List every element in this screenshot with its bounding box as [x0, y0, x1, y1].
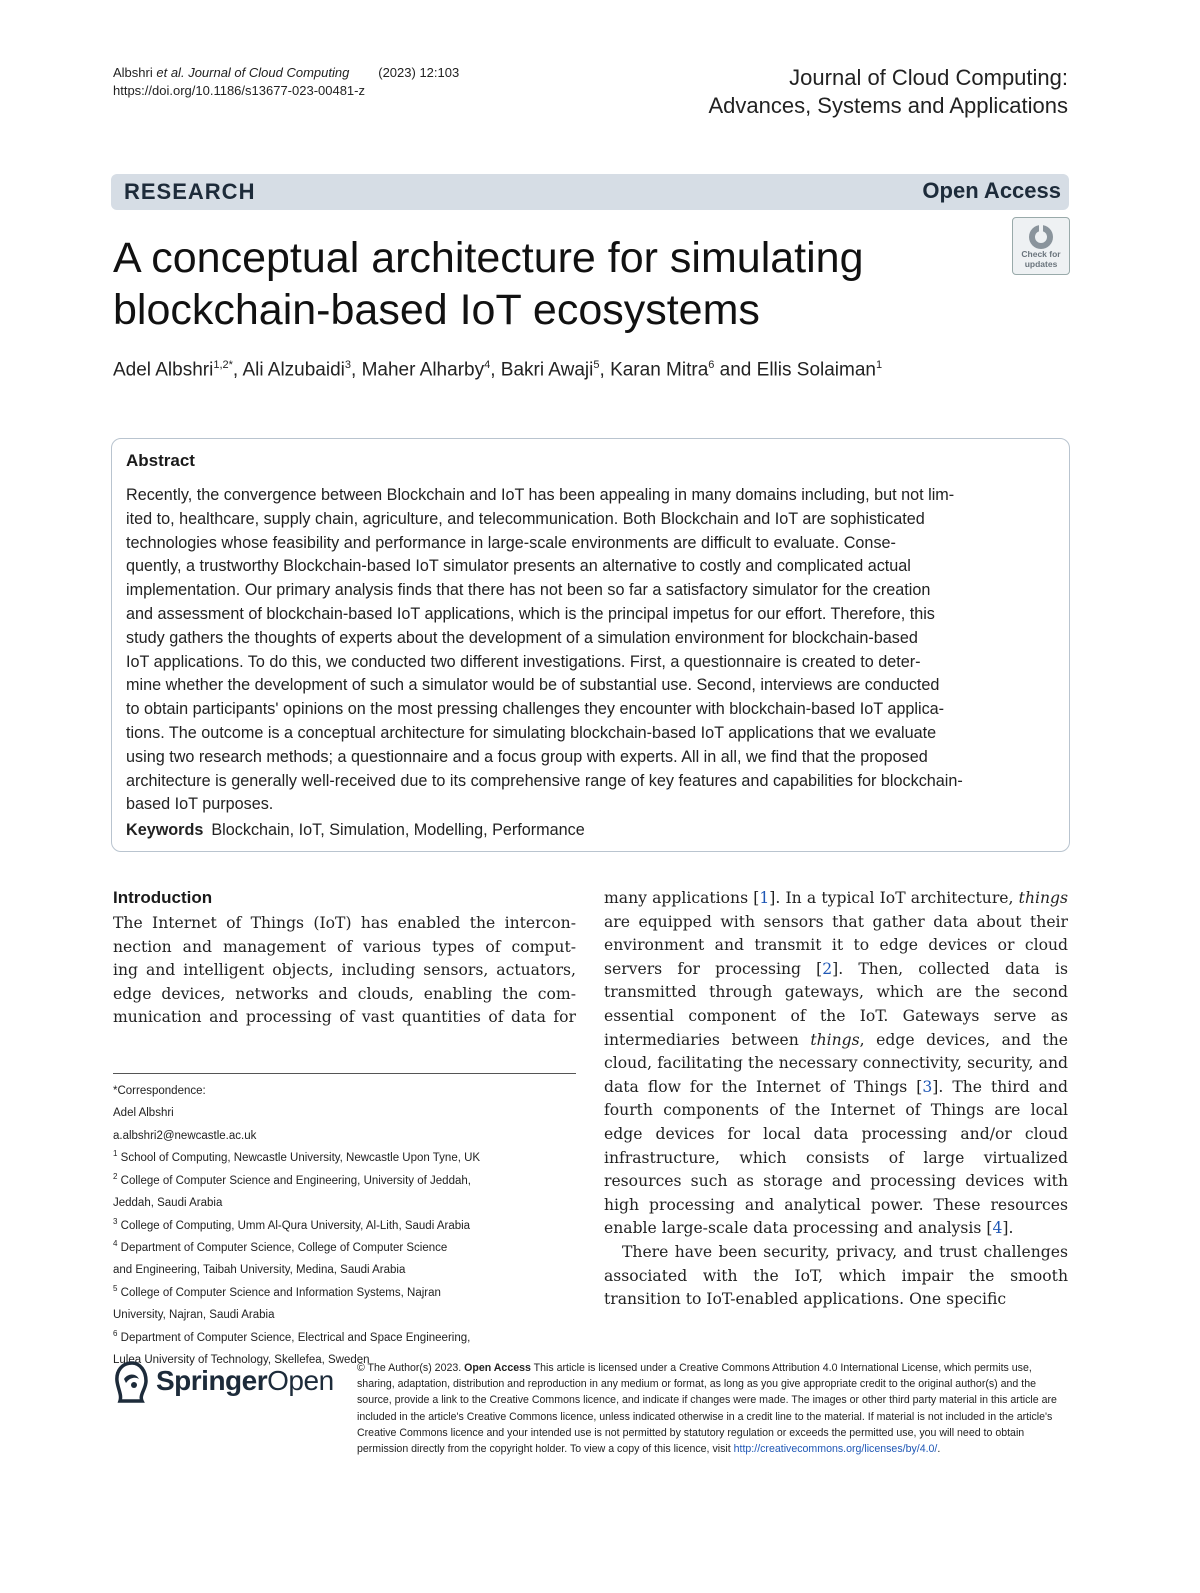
author-affiliation: 6 [708, 359, 715, 371]
license-notice: © The Author(s) 2023. Open Access This article is licensed under a Creative Commons Attribution 4.0 International License, which permits use, sharing, adaptation, distribution and reproduction in any medium or format, as long as you give appropriate credit to the original author(s) and the source, provide a link to the Creative Commons licence, and indicate if changes were made. The images or other third party material in this article are included in the article's Creative Commons licence, unless indicated otherwise in a credit line to the material. If material is not included in the article's Creative Commons licence and your intended use is not permitted by statutory regulation or exceeds the permitted use, you will need to obtain permission directly from the copyright holder. To view a copy of this licence, visit http://creativecommons.org/licenses/by/4.0/. [357, 1362, 1057, 1456]
article-title [113, 232, 973, 336]
introduction-left-column [113, 912, 576, 1030]
abstract-line: tions. The outcome is a conceptual architecture for simulating blockchain-based IoT applications that we evaluate [126, 723, 937, 742]
footnote-line: Jeddah, Saudi Arabia [113, 1196, 223, 1209]
footnote-line: $^3$ College of Computing, Umm Al-Qura University, Al-Lith, Saudi Arabia [113, 1216, 471, 1232]
journal-name-line1: Journal of Cloud Computing: [789, 65, 1068, 90]
author-name: Bakri Awaji [500, 359, 594, 381]
citation-journal: Journal of Cloud Computing [188, 65, 350, 80]
body-line: munication and processing of vast quantities of data for [113, 1008, 576, 1027]
footnote-line: Adel Albshri [113, 1107, 174, 1120]
footnotes [113, 1078, 583, 1369]
springer-horse-icon [112, 1359, 152, 1405]
footnote-line: and Engineering, Taibah University, Medina, Saudi Arabia [113, 1264, 406, 1277]
author-list: Adel Albshri$^{1,2*}$, Ali Alzubaidi$^3$, Maher Alharby$^4$, Bakri Awaji$^5$, Karan Mitra$^6$ and Ellis Solaiman$^1$ [113, 359, 883, 381]
author-affiliation: 1 [875, 359, 883, 371]
author-name: Karan Mitra [610, 359, 709, 381]
abstract-heading: Abstract [126, 451, 195, 470]
abstract-line: quently, a trustworthy Blockchain-based IoT simulator presents an alternative to costly and complicated actual [126, 557, 911, 576]
citation-link[interactable]: 3 [922, 1077, 933, 1096]
license-link[interactable]: http://creativecommons.org/licenses/by/4.0/ [733, 1443, 938, 1456]
abstract-box [111, 438, 1070, 852]
citation-authors: Albshri [113, 65, 153, 80]
publisher-name: Springer [156, 1365, 268, 1396]
title-line2: blockchain-based IoT ecosystems [113, 286, 760, 334]
abstract-line: Recently, the convergence between Blockchain and IoT has been appealing in many domains including, but not lim- [126, 486, 955, 504]
author-name: Maher Alharby [361, 359, 485, 381]
author-affiliation: 3 [344, 359, 352, 371]
check-for-updates-badge[interactable] [1012, 217, 1070, 275]
open-access-label: Open Access [922, 178, 1061, 203]
body-line: nection and management of various types of comput- [113, 937, 576, 956]
title-line1: A conceptual architecture for simulating [113, 234, 864, 282]
footnote-line: $^5$ College of Computer Science and Information Systems, Najran [113, 1283, 441, 1299]
paragraph: There have been security, privacy, and trust challenges associated with the IoT, which impair the smooth transition to IoT-enabled applications. One specific [604, 1242, 1068, 1309]
citation-line [113, 64, 459, 82]
footnote-line: $^2$ College of Computer Science and Engineering, University of Jeddah, [113, 1171, 471, 1187]
abstract-line: study gathers the thoughts of experts about the development of a simulation environment for blockchain-based [126, 628, 918, 647]
abstract-line: and assessment of blockchain-based IoT applications, which is the principal impetus for our effort. Therefore, this [126, 604, 935, 623]
author-name: Adel Albshri [113, 359, 214, 381]
abstract-line: implementation. Our primary analysis finds that there has not been so far a satisfactory simulator for the creation [126, 581, 931, 600]
abstract-line: ited to, healthcare, supply chain, agriculture, and telecommunication. Both Blockchain and IoT are sophisticated [126, 509, 925, 528]
journal-name-line2: Advances, Systems and Applications [708, 93, 1068, 118]
correspondence-email[interactable]: a.albshri2@newcastle.ac.uk [113, 1129, 257, 1142]
abstract-line: IoT applications. To do this, we conducted two different investigations. First, a questionnaire is created to deter- [126, 652, 921, 671]
footnote-line: *Correspondence: [113, 1084, 206, 1097]
citation-year-volume: (2023) 12:103 [378, 65, 460, 80]
crossmark-text-1: Check for [1021, 249, 1061, 259]
body-line: ing and intelligent objects, including sensors, actuators, [113, 961, 576, 980]
article-type-label: RESEARCH [124, 179, 256, 204]
author-name: Ellis Solaiman [756, 359, 876, 381]
author-affiliation: 1,2* [213, 359, 233, 371]
keywords [126, 821, 585, 840]
citation-link[interactable]: 1 [759, 889, 770, 907]
footnote-line: $^4$ Department of Computer Science, College of Computer Science [113, 1238, 448, 1254]
body-line: The Internet of Things (IoT) has enabled the intercon- [113, 914, 576, 932]
journal-name [708, 64, 1068, 120]
introduction-right-column [604, 887, 1068, 1312]
doi-link[interactable]: https://doi.org/10.1186/s13677-023-00481-z [113, 83, 365, 98]
citation-link[interactable]: 4 [992, 1219, 1003, 1238]
footnote-line: Lulea University of Technology, Skellefea, Sweden [113, 1353, 370, 1366]
citation-etal: et al. [156, 65, 185, 80]
springer-open-logo [112, 1359, 352, 1405]
license-open-access: Open Access [464, 1362, 531, 1374]
abstract-line: architecture is generally well-received due to its comprehensive range of key features and capabilities for blockchain- [126, 771, 963, 790]
keywords-label: Keywords [126, 821, 204, 839]
publisher-open: Open [267, 1365, 334, 1396]
footnote-line: University, Najran, Saudi Arabia [113, 1309, 275, 1322]
author-name: Ali Alzubaidi [242, 359, 345, 381]
footnote-line: $^1$ School of Computing, Newcastle University, Newcastle Upon Tyne, UK [113, 1149, 481, 1165]
citation-link[interactable]: 2 [822, 959, 833, 978]
author-affiliation: 4 [484, 359, 491, 371]
footnote-divider [113, 1073, 576, 1074]
body-line: edge devices, networks and clouds, enabling the com- [113, 984, 576, 1003]
keywords-list: Blockchain, IoT, Simulation, Modelling, Performance [211, 821, 585, 839]
abstract-text [126, 484, 1054, 817]
abstract-line: technologies whose feasibility and performance in large-scale environments are difficult to evaluate. Conse- [126, 533, 896, 552]
author-affiliation: 5 [593, 359, 600, 371]
introduction-heading: Introduction [113, 888, 213, 907]
crossmark-text-2: updates [1024, 258, 1058, 269]
abstract-line: using two research methods; a questionnaire and a focus group with experts. All in all, we find that the proposed [126, 747, 928, 766]
abstract-line: to obtain participants' opinions on the most pressing challenges they encounter with blockchain-based IoT applica- [126, 700, 945, 719]
paragraph: many applications [1]. In a typical IoT architecture, things are equipped with sensors that gather data about their environment and transmit it to edge devices or cloud servers for processing [2]. Then, collected data is transmitted through gateways, which are the second essential component of the IoT. Gateways serve as intermediaries between things, edge devices, and the cloud, facilitating the necessary connectivity, security, and data flow for the Internet of Things [3]. The third and fourth components of the Internet of Things are local edge devices for local data processing and/or cloud infrastructure, which consists of large virtualized resources such as storage and processing devices with high processing and analytical power. These resources enable large-scale data processing and analysis [4]. [604, 889, 1068, 1238]
abstract-line: based IoT purposes. [126, 795, 274, 814]
article-type-banner [111, 174, 1069, 210]
footnote-line: $^6$ Department of Computer Science, Electrical and Space Engineering, [113, 1328, 471, 1344]
abstract-line: mine whether the development of such a simulator would be of substantial use. Second, interviews are conducted [126, 676, 940, 695]
